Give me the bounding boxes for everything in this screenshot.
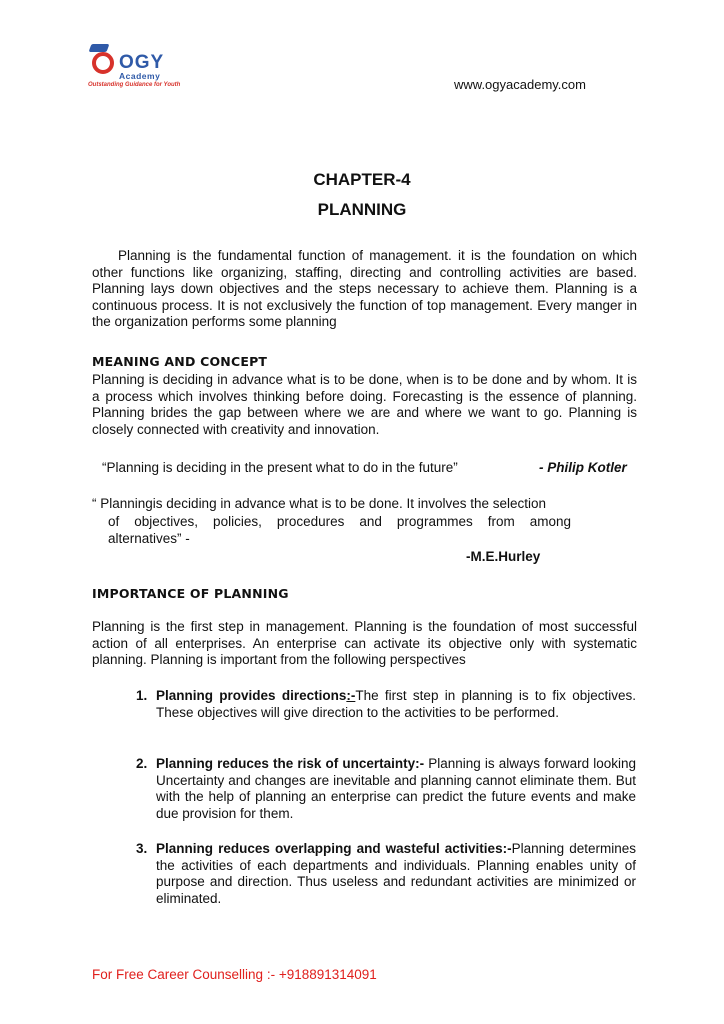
item-1: [156, 688, 636, 721]
logo-sub: Academy: [119, 71, 161, 81]
item-3-number: 3.: [136, 841, 148, 856]
graduation-cap-icon: [89, 44, 110, 52]
quote-hurley-line1: “ Planningis deciding in advance what is to be done. It involves the selection: [92, 496, 547, 511]
quote-kotler: “Planning is deciding in the present what to do in the future”: [102, 460, 458, 475]
item-1-separator: :-: [346, 688, 356, 703]
item-1-title: Planning provides directions: [156, 688, 347, 703]
logo-brand: OGY: [119, 52, 165, 73]
item-2-number: 2.: [136, 756, 148, 771]
item-3-title: Planning reduces overlapping and wasteful activities:-: [156, 841, 512, 856]
item-2: [156, 756, 636, 822]
quote-hurley-author: -M.E.Hurley: [466, 549, 541, 564]
meaning-heading: MEANING AND CONCEPT: [92, 354, 268, 369]
item-2-title: Planning reduces the risk of uncertainty:-: [156, 756, 425, 771]
logo-tagline: Outstanding Guidance for Youth: [88, 82, 181, 88]
item-3: [156, 841, 636, 907]
ogy-academy-logo: [86, 44, 196, 94]
intro-paragraph: Planning is the fundamental function of management. it is the foundation on which other functions like organizing, staffing, directing and controlling activities are based. Planning lays down objectives and the steps necessary to achieve them. Planning is a continuous process. It is not exclusively the function of top management. Every manger in the organization performs some planning: [92, 248, 637, 330]
footer-counselling[interactable]: For Free Career Counselling :- +918891314091: [92, 967, 377, 982]
logo-ring-icon: [92, 52, 114, 74]
item-3-text: Planning determines the activities of each departments and individuals. Planning enables unity of purpose and direction. Thus useless and redundant activities are minimized or eliminated.: [156, 841, 636, 906]
meaning-paragraph: Planning is deciding in advance what is to be done, when is to be done and by whom. It is a process which involves thinking before doing. Forecasting is the essence of planning. Planning brides the gap between where we are and where we want to go. Planning is closely connected with creativity and innovation.: [92, 372, 637, 437]
item-1-text: The first step in planning is to fix objectives. These objectives will give direction to the activities to be performed.: [156, 688, 636, 720]
importance-heading: IMPORTANCE OF PLANNING: [92, 586, 289, 601]
quote-kotler-author: - Philip Kotler: [539, 460, 627, 475]
chapter-number: CHAPTER-4: [313, 170, 411, 189]
website-link[interactable]: www.ogyacademy.com: [454, 77, 586, 92]
item-1-number: 1.: [136, 688, 148, 703]
quote-hurley-line3: alternatives” -: [108, 531, 190, 546]
chapter-title: PLANNING: [317, 200, 407, 219]
importance-paragraph: Planning is the first step in management. Planning is the foundation of most successful action of all enterprises. An enterprise can activate its objective only with systematic planning. Planning is important from the following perspectives: [92, 619, 637, 668]
item-2-text: Planning is always forward looking Uncertainty and changes are inevitable and planning cannot eliminate them. But with the help of planning an enterprise can predict the future events and make due provision for them.: [156, 756, 636, 821]
quote-hurley-line2: of objectives, policies, procedures and programmes from among: [108, 514, 571, 529]
